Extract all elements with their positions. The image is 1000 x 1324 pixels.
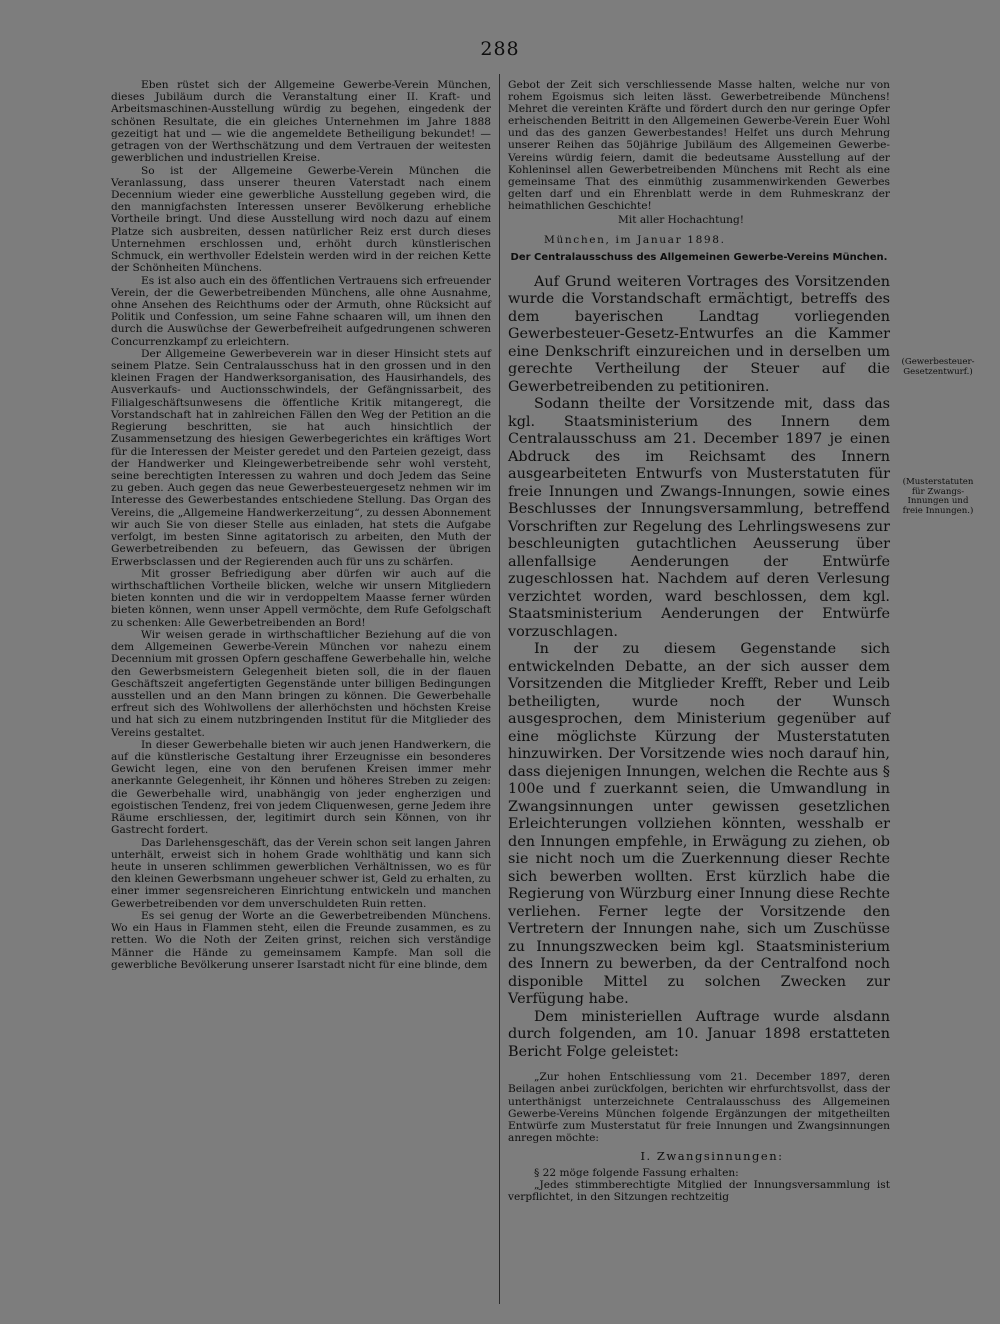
marginal-note-tax-bill: (Gewerbesteuer- Gesetzentwurf.) [901, 357, 975, 377]
paragraph: So ist der Allgemeine Gewerbe-Verein München die Veranlassung, dass unserer theuren Vaterstadt nach einem Decennium wieder eine gewerbliche Ausstellung gegeben wird, die den mannigfachsten Interessen unserer Bevölkerung erhebliche Vortheile bringt. Und diese Ausstellung wird noch dazu auf einem Platze sich ausbreiten, dessen natürlicher Reiz erst durch dieses Unternehmen erschlossen und, erhöht durch künstlerischen Schmuck, ein werthvoller Edelstein werden wird in der reichen Kette der Schönheiten Münchens. [111, 164, 491, 275]
paragraph: Es ist also auch ein des öffentlichen Vertrauens sich erfreuender Verein, der die Gewerbetreibenden Münchens, alle ohne Ausnahme, ohne Ansehen des Reichthums oder der Armuth, ohne Rücksicht auf Politik und Confession, um seine Fahne schaaren will, um ihnen den durch die Auswüchse der Gewerbefreiheit aufgedrungenen schweren Concurrenzkampf zu erleichtern. [111, 274, 491, 348]
paragraph: Mit grosser Befriedigung aber dürfen wir auch auf die wirthschaftlichen Vortheile blicken, welche wir unsern Mitgliedern bieten konnten und die wir in verdoppeltem Maasse ferner würden bieten können, wenn unser Appell vermöchte, dem Rufe Gefolgschaft zu schenken: Alle Gewerbetreibenden an Bord! [111, 567, 491, 629]
marginal-note-model-statutes: (Musterstatuten für Zwangs- Innungen und freie Innungen.) [902, 477, 974, 516]
committee-signature: Der Centralausschuss des Allgemeinen Gewerbe-Vereins München. [510, 252, 888, 264]
paragraph: Das Darlehensgeschäft, das der Verein schon seit langen Jahren unterhält, erweist sich in hohem Grade wohlthätig und kann sich heute in unseren schlimmen gewerblichen Verhältnissen, wo es für den kleinen Gewerbsmann ungeheuer schwer ist, Geld zu erhalten, zu einer immer segensreicheren Einrichtung entwickeln und manchen Gewerbetreibenden vor dem unverschuldeten Ruin retten. [111, 836, 491, 910]
paragraph: In dieser Gewerbehalle bieten wir auch jenen Handwerkern, die auf die künstlerische Gestaltung ihrer Erzeugnisse ein besonderes Gewicht legen, eine von den berufenen Kreisen immer mehr anerkannte Gelegenheit, ihr Können und höheres Streben zu zeigen: die Gewerbehalle wird, unabhängig von jeder engherzigen und egoistischen Tendenz, frei von jedem Cliquenwesen, gerne Jedem ihre Räume erschliessen, der, legitimirt durch sein Können, von ihr Gastrecht fordert. [111, 738, 491, 837]
right-column [508, 79, 890, 1203]
report-heading: I. Zwangsinnungen: [640, 1149, 784, 1164]
report-intro: „Zur hohen Entschliessung vom 21. December 1897, deren Beilagen anbei zurückfolgen, berichten wir ehrfurchtsvollst, dass der unterthänigst unterzeichnete Centralausschuss des Allgemeinen Gewerbe-Vereins München folgende Ergänzungen der mitgetheilten Entwürfe zum Musterstatut für freie Innungen und Zwangsinnungen anregen möchte: [508, 1071, 890, 1145]
paragraph: Dem ministeriellen Auftrage wurde alsdann durch folgenden, am 10. Januar 1898 erstatteten Bericht Folge geleistet: [508, 1008, 890, 1060]
left-column [111, 79, 491, 971]
paragraph: Auf Grund weiteren Vortrages des Vorsitzenden wurde die Vorstandschaft ermächtigt, betreffs des dem bayerischen Landtag vorliegenden Gewerbesteuer-Gesetz-Entwurfes an die Kammer eine Denkschrift einzureichen und in derselben um gerechte Vertheilung der Steuer auf die Gewerbetreibenden zu petitioniren. [508, 273, 890, 395]
paragraph: Eben rüstet sich der Allgemeine Gewerbe-Verein München, dieses Jubiläum durch die Veranstaltung einer II. Kraft- und Arbeitsmaschinen-Ausstellung würdig zu begehen, eingedenk der schönen Resultate, die ein gleiches Unternehmen im Jahre 1888 gezeitigt hat und — wie die angemeldete Betheiligung bekundet! — getragen von der Werthschätzung und dem Vertrauen der weitesten gewerblichen und industriellen Kreise. [111, 79, 491, 165]
date-line: München, im Januar 1898. [544, 234, 726, 247]
paragraph: Sodann theilte der Vorsitzende mit, dass das kgl. Staatsministerium des Innern dem Centralausschuss am 21. December 1897 je einen Abdruck des im Reichsamt des Innern ausgearbeiteten Entwurfs von Musterstatuten für freie Innungen und Zwangs-Innungen, sowie eines Beschlusses der Innungsversammlung, betreffend Vorschriften zur Regelung des Lehrlingswesens zur beschleunigten gutachtlichen Aeusserung über allenfallsige Aenderungen der Entwürfe zugeschlossen hat. Nachdem auf deren Verlesung verzichtet worden, ward beschlossen, dem kgl. Staatsministerium Aenderungen der Entwürfe vorzuschlagen. [508, 396, 890, 640]
report-line: „Jedes stimmberechtigte Mitglied der Innungsversammlung ist verpflichtet, in den Sitzungen rechtzeitig [508, 1178, 890, 1204]
column-divider [499, 74, 500, 1304]
minutes-section [508, 274, 890, 1062]
page-number: 288 [480, 38, 520, 60]
appeal-continuation: Gebot der Zeit sich verschliessende Masse halten, welche nur von rohem Egoismus sich leiten lässt. Gewerbetreibende Münchens! Mehret die vereinten Kräfte und fördert durch den nur geringe Opfer erheischenden Beitritt in den Allgemeinen Gewerbe-Verein Euer Wohl und das des ganzen Gewerbestandes! Helfet uns durch Mehrung unserer Reihen das 50jährige Jubiläum des Allgemeinen Gewerbe-Vereins würdig feiern, damit die bedeutsame Ausstellung auf der Kohleninsel allen Gewerbetreibenden Münchens mit Recht als eine gemeinsame That des einmüthig zusammenwirkenden Gewerbes gelten darf und ein Ehrenblatt werde in dem Ruhmeskranz der heimathlichen Geschichte! [508, 79, 890, 212]
paragraph: Es sei genug der Worte an die Gewerbetreibenden Münchens. Wo ein Haus in Flammen steht, eilen die Freunde zusammen, es zu retten. Wo die Noth der Zeiten grinst, reichen sich verständige Männer die Hände zu gemeinsamem Kampfe. Man soll die gewerbliche Bevölkerung unserer Isarstadt nicht für eine blinde, dem [111, 909, 491, 971]
report-line: § 22 möge folgende Fassung erhalten: [534, 1166, 739, 1179]
paragraph: Wir weisen gerade in wirthschaftlicher Beziehung auf die von dem Allgemeinen Gewerbe-Verein München vor nahezu einem Decennium mit grossen Opfern geschaffene Gewerbehalle hin, welche den Gewerbsmeistern Gelegenheit bieten soll, die in der flauen Geschäftszeit angefertigten Gegenstände unter billigen Bedingungen ausstellen und an den Mann bringen zu können. Die Gewerbehalle erfreut sich des Wohlwollens der allerhöchsten und höchsten Kreise und hat sich zu einem nutzbringenden Institut für die Mitglieder des Vereins gestaltet. [111, 628, 491, 739]
signoff: Mit aller Hochachtung! [618, 214, 745, 227]
report-quote [508, 1071, 890, 1203]
paragraph: In der zu diesem Gegenstande sich entwickelnden Debatte, an der sich ausser dem Vorsitzenden die Mitglieder Krefft, Reber und Leib betheiligten, wurde noch der Wunsch ausgesprochen, dem Ministerium gegenüber auf eine möglichste Kürzung der Musterstatuten hinzuwirken. Der Vorsitzende wies noch darauf hin, dass diejenigen Innungen, welchen die Rechte aus § 100e und f zuerkannt seien, die Umwandlung in Zwangsinnungen unter gewissen gesetzlichen Erleichterungen vollziehen könnten, wesshalb er den Innungen empfehle, in Erwägung zu ziehen, ob sie nicht noch um die Zuerkennung dieser Rechte sich bewerben wollten. Erst kürzlich habe die Regierung von Würzburg einer Innung diese Rechte verliehen. Ferner legte der Vorsitzende den Vertretern der Innungen nahe, sich um Zuschüsse zu Innungszwecken beim kgl. Staatsministerium des Innern zu bewerben, da der Centralfond noch disponible Mittel zu solchen Zwecken zur Verfügung habe. [508, 641, 890, 1008]
paragraph: Der Allgemeine Gewerbeverein war in dieser Hinsicht stets auf seinem Platze. Sein Centralausschuss hat in den grossen und in den kleinen Fragen der Handwerksorganisation, des Hausirhandels, des Ausverkaufs- und Auctionsschwindels, der Gefängnissarbeit, des Filialgeschäftsunwesens die öffentliche Kritik mitangeregt, die Vorstandschaft hat in zahlreichen Fällen den Weg der Petition an die Regierung beschritten, sie hat auch hinsichtlich der Zusammensetzung des hiesigen Gewerbegerichtes ein kräftiges Wort für die Interessen der Meister geredet und den Parteien gezeigt, dass der Handwerker und Kleingewerbetreibende sehr wohl versteht, seine berechtigten Interessen zu wahren und doch Jedem das Seine zu geben. Auch gegen das neue Gewerbesteuergesetz nehmen wir im Interesse des Gewerbestandes entschiedene Stellung. Das Organ des Vereins, die „Allgemeine Handwerkerzeitung“, zu dessen Abonnement wir auch Sie von dieser Stelle aus einladen, hat stets die Aufgabe verfolgt, im besten Sinne agitatorisch zu arbeiten, den Muth der Gewerbetreibenden zu befeuern, das Gewissen der übrigen Erwerbsclassen und der Regierenden auch für uns zu schärfen. [111, 347, 491, 568]
